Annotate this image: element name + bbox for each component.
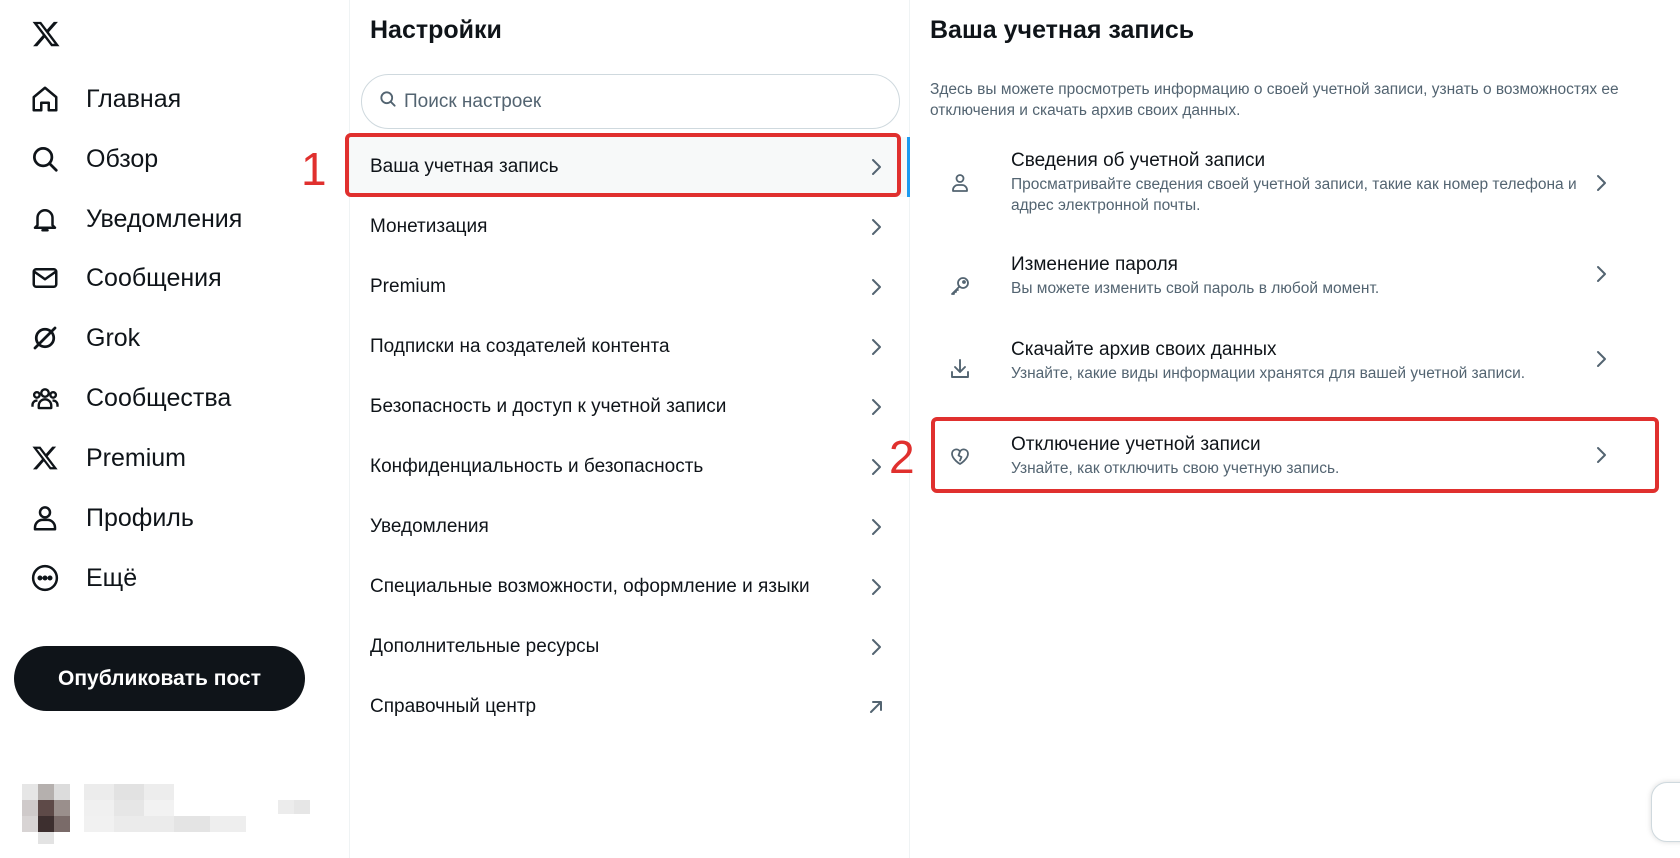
chevron-right-icon [864,515,888,539]
nav-item-notifications[interactable] [24,193,242,245]
change-password-title: Изменение пароля [1011,254,1178,275]
settings-item-your-account[interactable] [350,137,910,197]
grok-icon [24,317,66,359]
chevron-right-icon [1589,443,1613,467]
nav-item-more[interactable] [24,552,137,604]
nav-label-profile: Профиль [86,503,194,532]
account-info-item[interactable] [930,137,1635,231]
nav-item-home[interactable] [24,73,181,125]
nav-item-communities[interactable] [24,372,231,424]
settings-item-accessibility[interactable] [350,557,910,617]
settings-item-privacy[interactable] [350,437,910,497]
chevron-right-icon [864,275,888,299]
settings-item-premium[interactable] [350,257,910,317]
search-icon [24,138,66,180]
nav-label-more: Ещё [86,563,138,592]
communities-icon [24,377,66,419]
person-icon [24,497,66,539]
account-description: Здесь вы можете просмотреть информацию о своей учетной записи, узнать о возможностях ее отключения и скачать архив своих данных. [930,81,1619,119]
grok-floating-button[interactable] [1651,782,1680,842]
download-archive-subtitle: Узнайте, какие виды информации хранятся для вашей учетной записи. [1011,365,1526,382]
account-switcher[interactable] [22,784,332,848]
deactivate-account-subtitle: Узнайте, как отключить свою учетную запись. [1011,460,1340,477]
nav-item-messages[interactable] [24,252,222,304]
x-logo-icon [24,437,66,479]
settings-item-label: Специальные возможности, оформление и языки [370,576,810,597]
home-icon [24,78,66,120]
chevron-right-icon [864,395,888,419]
account-detail-column [910,0,1680,858]
settings-title: Настройки [370,16,502,44]
settings-item-label: Подписки на создателей контента [370,336,670,357]
download-archive-title: Скачайте архив своих данных [1011,339,1277,360]
settings-item-label: Безопасность и доступ к учетной записи [370,396,727,417]
x-logo-icon[interactable] [26,14,66,54]
chevron-right-icon [1589,262,1613,286]
account-info-subtitle: Просматривайте сведения своей учетной записи, такие как номер телефона и адрес электронной почты. [1011,176,1577,214]
chevron-right-icon [864,155,888,179]
settings-item-label: Монетизация [370,216,488,237]
chevron-right-icon [1589,171,1613,195]
deactivate-account-title: Отключение учетной записи [1011,434,1261,455]
change-password-subtitle: Вы можете изменить свой пароль в любой момент. [1011,280,1380,297]
search-icon [378,89,398,114]
step-number-1: 1 [301,143,327,195]
account-info-title: Сведения об учетной записи [1011,150,1266,171]
settings-item-label: Конфиденциальность и безопасность [370,456,704,477]
settings-item-label: Ваша учетная запись [370,156,559,177]
change-password-item[interactable] [930,246,1635,326]
mail-icon [24,257,66,299]
nav-item-explore[interactable] [24,133,158,185]
settings-search[interactable] [361,74,900,129]
nav-item-grok[interactable] [24,312,140,364]
nav-label-grok: Grok [86,323,141,352]
settings-item-security[interactable] [350,377,910,437]
settings-item-notifications[interactable] [350,497,910,557]
more-circle-icon [24,557,66,599]
account-title: Ваша учетная запись [930,16,1195,44]
person-icon [948,171,972,195]
nav-item-profile[interactable] [24,492,194,544]
nav-label-premium: Premium [86,443,187,472]
deactivate-account-item[interactable] [930,421,1635,491]
search-input[interactable] [404,91,864,113]
settings-item-label: Premium [370,276,447,297]
chevron-right-icon [864,635,888,659]
key-icon [948,274,972,298]
chevron-right-icon [864,455,888,479]
settings-item-label: Дополнительные ресурсы [370,636,600,657]
nav-label-home: Главная [86,84,182,113]
nav-item-premium[interactable] [24,432,186,484]
settings-item-monetization[interactable] [350,197,910,257]
settings-item-label: Уведомления [370,516,489,537]
chevron-right-icon [864,215,888,239]
settings-item-creator-subscriptions[interactable] [350,317,910,377]
download-archive-item[interactable] [930,331,1635,411]
publish-post-button[interactable]: Опубликовать пост [14,646,305,711]
download-icon [948,357,972,381]
bell-icon [24,198,66,240]
external-link-arrow-icon [864,695,888,719]
settings-column [349,0,910,858]
nav-label-messages: Сообщения [86,263,222,292]
broken-heart-icon [948,444,972,468]
chevron-right-icon [864,335,888,359]
nav-label-notifications: Уведомления [86,204,243,233]
chevron-right-icon [1589,347,1613,371]
nav-label-explore: Обзор [86,144,159,173]
nav-label-communities: Сообщества [86,383,232,412]
settings-item-help-center[interactable] [350,677,910,737]
settings-item-additional-resources[interactable] [350,617,910,677]
settings-item-label: Справочный центр [370,696,537,717]
main-navigation [0,0,349,858]
step-number-2: 2 [889,431,915,483]
chevron-right-icon [864,575,888,599]
